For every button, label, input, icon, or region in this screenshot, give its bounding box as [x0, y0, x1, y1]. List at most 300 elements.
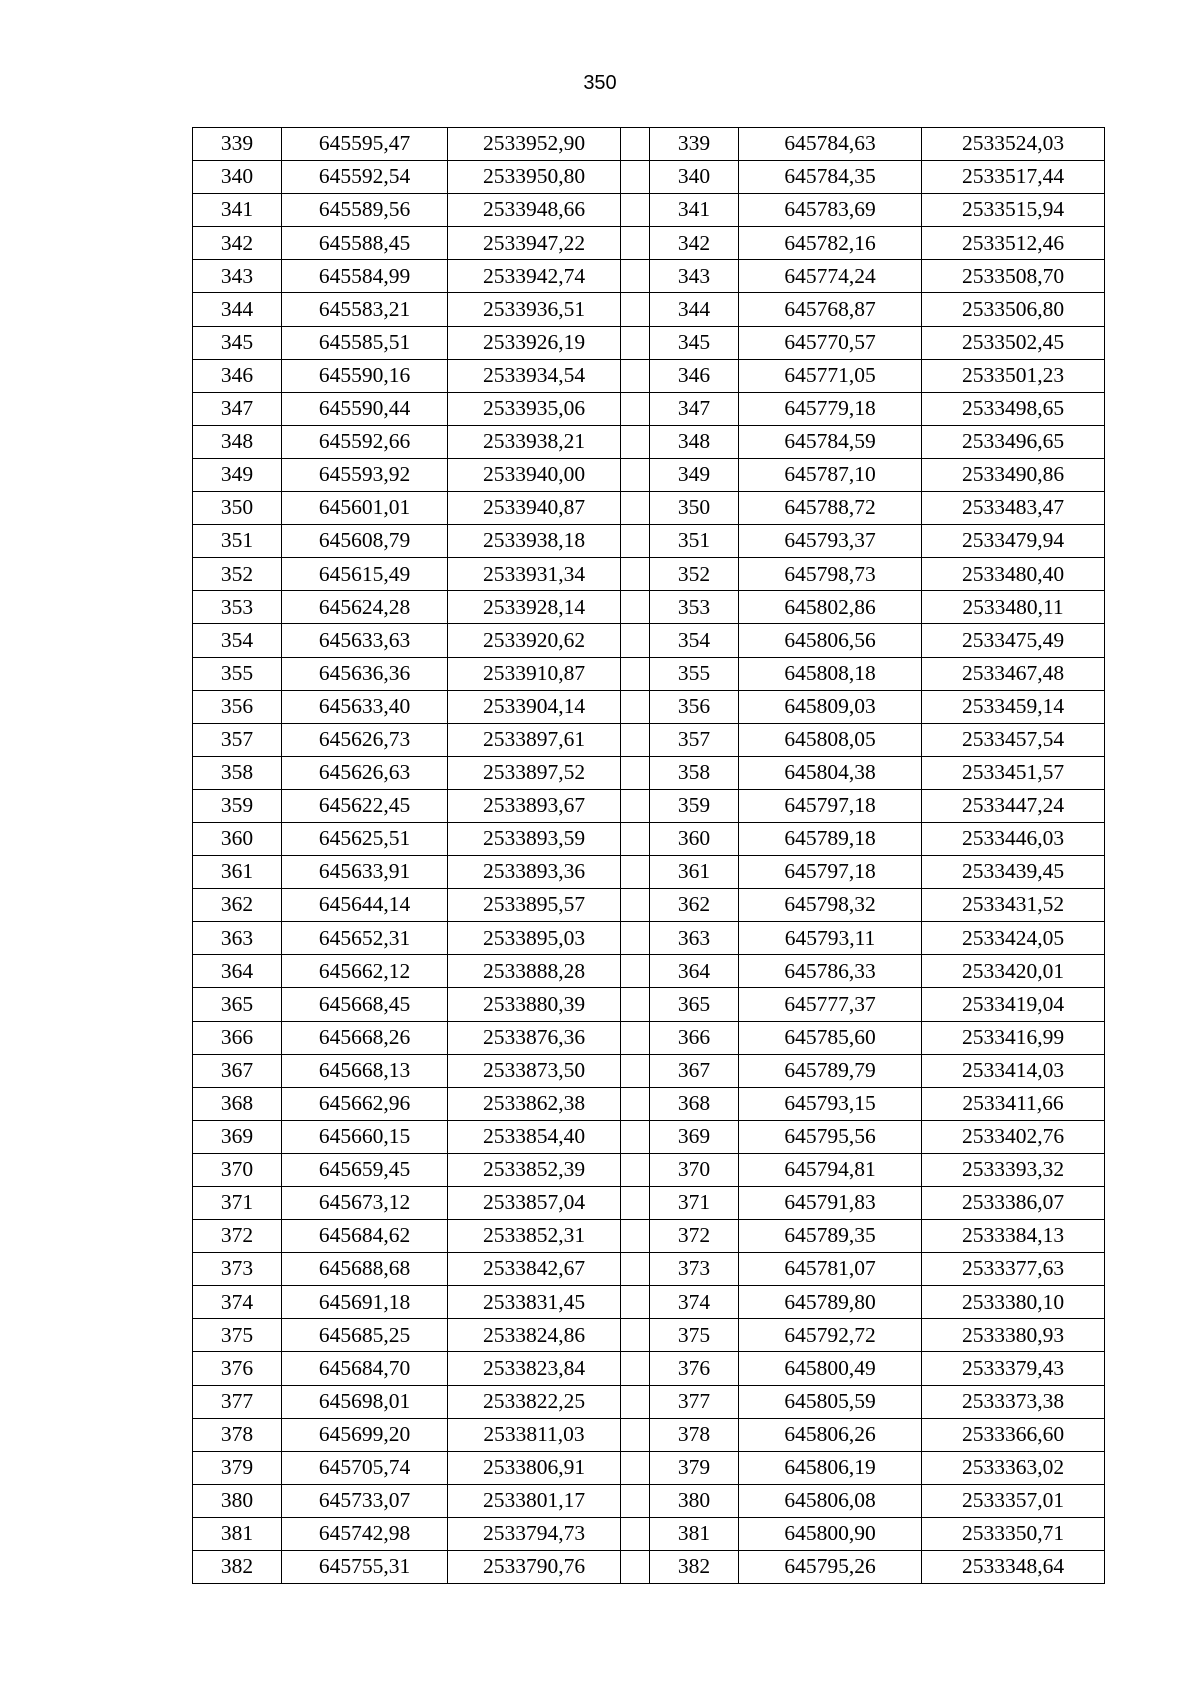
x-coordinate-right-cell: 645800,49: [739, 1352, 922, 1385]
x-coordinate-right-cell: 645791,83: [739, 1187, 922, 1220]
point-number-left-cell: 371: [193, 1187, 282, 1220]
point-number-right-cell: 352: [650, 558, 739, 591]
spacer-cell: [621, 359, 650, 392]
spacer-cell: [621, 128, 650, 161]
spacer-cell: [621, 657, 650, 690]
x-coordinate-left-cell: 645590,44: [282, 392, 448, 425]
x-coordinate-left-cell: 645615,49: [282, 558, 448, 591]
x-coordinate-left-cell: 645659,45: [282, 1153, 448, 1186]
table-row: [193, 392, 1105, 425]
spacer-cell: [621, 856, 650, 889]
spacer-cell: [621, 922, 650, 955]
x-coordinate-right-cell: 645782,16: [739, 227, 922, 260]
y-coordinate-right-cell: 2533402,76: [922, 1120, 1105, 1153]
x-coordinate-right-cell: 645789,35: [739, 1220, 922, 1253]
y-coordinate-left-cell: 2533801,17: [448, 1484, 621, 1517]
y-coordinate-right-cell: 2533517,44: [922, 161, 1105, 194]
table-row: [193, 1484, 1105, 1517]
point-number-left-cell: 348: [193, 425, 282, 458]
spacer-cell: [621, 1286, 650, 1319]
spacer-cell: [621, 1451, 650, 1484]
spacer-cell: [621, 1385, 650, 1418]
x-coordinate-left-cell: 645688,68: [282, 1253, 448, 1286]
x-coordinate-right-cell: 645783,69: [739, 194, 922, 227]
point-number-right-cell: 361: [650, 856, 739, 889]
point-number-left-cell: 370: [193, 1153, 282, 1186]
x-coordinate-left-cell: 645636,36: [282, 657, 448, 690]
x-coordinate-left-cell: 645662,96: [282, 1087, 448, 1120]
y-coordinate-left-cell: 2533893,36: [448, 856, 621, 889]
y-coordinate-right-cell: 2533446,03: [922, 822, 1105, 855]
y-coordinate-left-cell: 2533947,22: [448, 227, 621, 260]
x-coordinate-right-cell: 645789,18: [739, 822, 922, 855]
table-row: [193, 1220, 1105, 1253]
x-coordinate-left-cell: 645585,51: [282, 326, 448, 359]
point-number-left-cell: 375: [193, 1319, 282, 1352]
x-coordinate-left-cell: 645644,14: [282, 889, 448, 922]
table-row: [193, 1120, 1105, 1153]
y-coordinate-right-cell: 2533512,46: [922, 227, 1105, 260]
table-row: [193, 1385, 1105, 1418]
point-number-right-cell: 363: [650, 922, 739, 955]
table-row: [193, 756, 1105, 789]
table-row: [193, 856, 1105, 889]
spacer-cell: [621, 1021, 650, 1054]
x-coordinate-right-cell: 645806,26: [739, 1418, 922, 1451]
spacer-cell: [621, 558, 650, 591]
y-coordinate-right-cell: 2533380,10: [922, 1286, 1105, 1319]
x-coordinate-right-cell: 645795,56: [739, 1120, 922, 1153]
spacer-cell: [621, 525, 650, 558]
point-number-right-cell: 372: [650, 1220, 739, 1253]
point-number-right-cell: 359: [650, 789, 739, 822]
point-number-right-cell: 355: [650, 657, 739, 690]
point-number-left-cell: 381: [193, 1517, 282, 1550]
x-coordinate-left-cell: 645668,45: [282, 988, 448, 1021]
point-number-right-cell: 339: [650, 128, 739, 161]
x-coordinate-right-cell: 645797,18: [739, 789, 922, 822]
spacer-cell: [621, 425, 650, 458]
y-coordinate-left-cell: 2533938,18: [448, 525, 621, 558]
point-number-left-cell: 356: [193, 690, 282, 723]
y-coordinate-left-cell: 2533873,50: [448, 1054, 621, 1087]
x-coordinate-right-cell: 645793,37: [739, 525, 922, 558]
x-coordinate-right-cell: 645784,63: [739, 128, 922, 161]
table-row: [193, 1253, 1105, 1286]
y-coordinate-right-cell: 2533414,03: [922, 1054, 1105, 1087]
point-number-right-cell: 370: [650, 1153, 739, 1186]
y-coordinate-right-cell: 2533416,99: [922, 1021, 1105, 1054]
spacer-cell: [621, 293, 650, 326]
table-row: [193, 194, 1105, 227]
x-coordinate-right-cell: 645797,18: [739, 856, 922, 889]
y-coordinate-left-cell: 2533920,62: [448, 624, 621, 657]
y-coordinate-left-cell: 2533910,87: [448, 657, 621, 690]
x-coordinate-left-cell: 645660,15: [282, 1120, 448, 1153]
y-coordinate-right-cell: 2533451,57: [922, 756, 1105, 789]
y-coordinate-right-cell: 2533483,47: [922, 492, 1105, 525]
x-coordinate-right-cell: 645805,59: [739, 1385, 922, 1418]
y-coordinate-left-cell: 2533938,21: [448, 425, 621, 458]
point-number-right-cell: 371: [650, 1187, 739, 1220]
x-coordinate-left-cell: 645633,40: [282, 690, 448, 723]
table-row: [193, 1187, 1105, 1220]
x-coordinate-left-cell: 645698,01: [282, 1385, 448, 1418]
page-number: 350: [583, 72, 617, 94]
y-coordinate-left-cell: 2533940,00: [448, 458, 621, 491]
spacer-cell: [621, 1418, 650, 1451]
point-number-left-cell: 364: [193, 955, 282, 988]
x-coordinate-left-cell: 645684,70: [282, 1352, 448, 1385]
point-number-left-cell: 382: [193, 1551, 282, 1584]
y-coordinate-left-cell: 2533928,14: [448, 591, 621, 624]
x-coordinate-left-cell: 645742,98: [282, 1517, 448, 1550]
x-coordinate-left-cell: 645633,63: [282, 624, 448, 657]
point-number-left-cell: 373: [193, 1253, 282, 1286]
point-number-left-cell: 346: [193, 359, 282, 392]
point-number-left-cell: 349: [193, 458, 282, 491]
y-coordinate-left-cell: 2533852,31: [448, 1220, 621, 1253]
x-coordinate-right-cell: 645777,37: [739, 988, 922, 1021]
x-coordinate-left-cell: 645588,45: [282, 227, 448, 260]
y-coordinate-right-cell: 2533411,66: [922, 1087, 1105, 1120]
y-coordinate-right-cell: 2533384,13: [922, 1220, 1105, 1253]
point-number-left-cell: 369: [193, 1120, 282, 1153]
point-number-left-cell: 362: [193, 889, 282, 922]
y-coordinate-right-cell: 2533467,48: [922, 657, 1105, 690]
table-row: [193, 624, 1105, 657]
point-number-right-cell: 376: [650, 1352, 739, 1385]
y-coordinate-left-cell: 2533950,80: [448, 161, 621, 194]
coordinates-table-body: [193, 128, 1105, 1584]
y-coordinate-left-cell: 2533794,73: [448, 1517, 621, 1550]
point-number-left-cell: 341: [193, 194, 282, 227]
table-row: [193, 1319, 1105, 1352]
y-coordinate-right-cell: 2533515,94: [922, 194, 1105, 227]
point-number-right-cell: 342: [650, 227, 739, 260]
table-row: [193, 1418, 1105, 1451]
table-row: [193, 922, 1105, 955]
y-coordinate-left-cell: 2533811,03: [448, 1418, 621, 1451]
table-row: [193, 161, 1105, 194]
point-number-right-cell: 358: [650, 756, 739, 789]
y-coordinate-left-cell: 2533842,67: [448, 1253, 621, 1286]
x-coordinate-right-cell: 645774,24: [739, 260, 922, 293]
y-coordinate-right-cell: 2533447,24: [922, 789, 1105, 822]
y-coordinate-left-cell: 2533895,03: [448, 922, 621, 955]
y-coordinate-left-cell: 2533823,84: [448, 1352, 621, 1385]
table-row: [193, 723, 1105, 756]
spacer-cell: [621, 889, 650, 922]
x-coordinate-right-cell: 645808,18: [739, 657, 922, 690]
x-coordinate-right-cell: 645802,86: [739, 591, 922, 624]
x-coordinate-left-cell: 645583,21: [282, 293, 448, 326]
y-coordinate-right-cell: 2533366,60: [922, 1418, 1105, 1451]
y-coordinate-right-cell: 2533506,80: [922, 293, 1105, 326]
y-coordinate-right-cell: 2533508,70: [922, 260, 1105, 293]
point-number-right-cell: 360: [650, 822, 739, 855]
x-coordinate-left-cell: 645626,73: [282, 723, 448, 756]
spacer-cell: [621, 1253, 650, 1286]
y-coordinate-left-cell: 2533806,91: [448, 1451, 621, 1484]
y-coordinate-left-cell: 2533926,19: [448, 326, 621, 359]
spacer-cell: [621, 1087, 650, 1120]
spacer-cell: [621, 1054, 650, 1087]
spacer-cell: [621, 1352, 650, 1385]
spacer-cell: [621, 161, 650, 194]
point-number-right-cell: 345: [650, 326, 739, 359]
point-number-right-cell: 341: [650, 194, 739, 227]
point-number-right-cell: 377: [650, 1385, 739, 1418]
y-coordinate-left-cell: 2533940,87: [448, 492, 621, 525]
y-coordinate-left-cell: 2533880,39: [448, 988, 621, 1021]
table-row: [193, 889, 1105, 922]
x-coordinate-left-cell: 645662,12: [282, 955, 448, 988]
x-coordinate-left-cell: 645590,16: [282, 359, 448, 392]
point-number-right-cell: 349: [650, 458, 739, 491]
table-row: [193, 988, 1105, 1021]
x-coordinate-right-cell: 645784,59: [739, 425, 922, 458]
point-number-right-cell: 340: [650, 161, 739, 194]
table-row: [193, 1451, 1105, 1484]
spacer-cell: [621, 392, 650, 425]
x-coordinate-left-cell: 645668,13: [282, 1054, 448, 1087]
table-row: [193, 1021, 1105, 1054]
y-coordinate-left-cell: 2533936,51: [448, 293, 621, 326]
point-number-right-cell: 379: [650, 1451, 739, 1484]
table-row: [193, 1153, 1105, 1186]
x-coordinate-left-cell: 645699,20: [282, 1418, 448, 1451]
x-coordinate-right-cell: 645771,05: [739, 359, 922, 392]
y-coordinate-right-cell: 2533496,65: [922, 425, 1105, 458]
table-row: [193, 955, 1105, 988]
x-coordinate-left-cell: 645624,28: [282, 591, 448, 624]
y-coordinate-right-cell: 2533420,01: [922, 955, 1105, 988]
spacer-cell: [621, 756, 650, 789]
x-coordinate-right-cell: 645789,79: [739, 1054, 922, 1087]
x-coordinate-left-cell: 645652,31: [282, 922, 448, 955]
x-coordinate-right-cell: 645806,08: [739, 1484, 922, 1517]
point-number-right-cell: 357: [650, 723, 739, 756]
x-coordinate-right-cell: 645781,07: [739, 1253, 922, 1286]
x-coordinate-left-cell: 645595,47: [282, 128, 448, 161]
point-number-left-cell: 363: [193, 922, 282, 955]
x-coordinate-right-cell: 645806,56: [739, 624, 922, 657]
spacer-cell: [621, 1517, 650, 1550]
y-coordinate-right-cell: 2533498,65: [922, 392, 1105, 425]
table-row: [193, 458, 1105, 491]
point-number-right-cell: 350: [650, 492, 739, 525]
point-number-left-cell: 345: [193, 326, 282, 359]
spacer-cell: [621, 591, 650, 624]
point-number-right-cell: 368: [650, 1087, 739, 1120]
point-number-left-cell: 378: [193, 1418, 282, 1451]
spacer-cell: [621, 458, 650, 491]
y-coordinate-right-cell: 2533480,40: [922, 558, 1105, 591]
x-coordinate-left-cell: 645589,56: [282, 194, 448, 227]
spacer-cell: [621, 822, 650, 855]
y-coordinate-left-cell: 2533897,52: [448, 756, 621, 789]
y-coordinate-right-cell: 2533459,14: [922, 690, 1105, 723]
x-coordinate-right-cell: 645792,72: [739, 1319, 922, 1352]
y-coordinate-left-cell: 2533893,59: [448, 822, 621, 855]
point-number-right-cell: 365: [650, 988, 739, 1021]
point-number-left-cell: 350: [193, 492, 282, 525]
point-number-left-cell: 343: [193, 260, 282, 293]
point-number-left-cell: 366: [193, 1021, 282, 1054]
point-number-right-cell: 346: [650, 359, 739, 392]
x-coordinate-right-cell: 645786,33: [739, 955, 922, 988]
spacer-cell: [621, 723, 650, 756]
y-coordinate-left-cell: 2533790,76: [448, 1551, 621, 1584]
point-number-left-cell: 354: [193, 624, 282, 657]
y-coordinate-left-cell: 2533888,28: [448, 955, 621, 988]
x-coordinate-left-cell: 645593,92: [282, 458, 448, 491]
spacer-cell: [621, 260, 650, 293]
point-number-right-cell: 348: [650, 425, 739, 458]
table-row: [193, 1517, 1105, 1550]
point-number-right-cell: 369: [650, 1120, 739, 1153]
point-number-right-cell: 374: [650, 1286, 739, 1319]
point-number-left-cell: 351: [193, 525, 282, 558]
spacer-cell: [621, 988, 650, 1021]
point-number-left-cell: 376: [193, 1352, 282, 1385]
y-coordinate-left-cell: 2533824,86: [448, 1319, 621, 1352]
table-row: [193, 1352, 1105, 1385]
x-coordinate-right-cell: 645804,38: [739, 756, 922, 789]
point-number-left-cell: 361: [193, 856, 282, 889]
y-coordinate-right-cell: 2533502,45: [922, 326, 1105, 359]
table-row: [193, 789, 1105, 822]
table-row: [193, 128, 1105, 161]
spacer-cell: [621, 1153, 650, 1186]
y-coordinate-right-cell: 2533475,49: [922, 624, 1105, 657]
y-coordinate-right-cell: 2533350,71: [922, 1517, 1105, 1550]
point-number-right-cell: 354: [650, 624, 739, 657]
x-coordinate-left-cell: 645685,25: [282, 1319, 448, 1352]
point-number-left-cell: 372: [193, 1220, 282, 1253]
y-coordinate-right-cell: 2533479,94: [922, 525, 1105, 558]
y-coordinate-left-cell: 2533876,36: [448, 1021, 621, 1054]
point-number-left-cell: 379: [193, 1451, 282, 1484]
table-row: [193, 1551, 1105, 1584]
table-row: [193, 1087, 1105, 1120]
x-coordinate-left-cell: 645601,01: [282, 492, 448, 525]
table-row: [193, 359, 1105, 392]
x-coordinate-right-cell: 645779,18: [739, 392, 922, 425]
table-row: [193, 525, 1105, 558]
y-coordinate-left-cell: 2533934,54: [448, 359, 621, 392]
table-row: [193, 1054, 1105, 1087]
point-number-left-cell: 339: [193, 128, 282, 161]
point-number-left-cell: 357: [193, 723, 282, 756]
point-number-left-cell: 344: [193, 293, 282, 326]
spacer-cell: [621, 227, 650, 260]
point-number-left-cell: 358: [193, 756, 282, 789]
x-coordinate-left-cell: 645691,18: [282, 1286, 448, 1319]
point-number-right-cell: 380: [650, 1484, 739, 1517]
spacer-cell: [621, 690, 650, 723]
table-row: [193, 591, 1105, 624]
spacer-cell: [621, 326, 650, 359]
point-number-right-cell: 364: [650, 955, 739, 988]
point-number-right-cell: 351: [650, 525, 739, 558]
x-coordinate-right-cell: 645789,80: [739, 1286, 922, 1319]
y-coordinate-right-cell: 2533348,64: [922, 1551, 1105, 1584]
y-coordinate-left-cell: 2533831,45: [448, 1286, 621, 1319]
y-coordinate-left-cell: 2533862,38: [448, 1087, 621, 1120]
point-number-right-cell: 381: [650, 1517, 739, 1550]
y-coordinate-left-cell: 2533897,61: [448, 723, 621, 756]
point-number-right-cell: 353: [650, 591, 739, 624]
x-coordinate-left-cell: 645684,62: [282, 1220, 448, 1253]
table-row: [193, 690, 1105, 723]
y-coordinate-left-cell: 2533893,67: [448, 789, 621, 822]
y-coordinate-right-cell: 2533490,86: [922, 458, 1105, 491]
y-coordinate-right-cell: 2533363,02: [922, 1451, 1105, 1484]
y-coordinate-left-cell: 2533935,06: [448, 392, 621, 425]
x-coordinate-left-cell: 645625,51: [282, 822, 448, 855]
point-number-right-cell: 343: [650, 260, 739, 293]
y-coordinate-right-cell: 2533439,45: [922, 856, 1105, 889]
x-coordinate-left-cell: 645584,99: [282, 260, 448, 293]
x-coordinate-right-cell: 645768,87: [739, 293, 922, 326]
y-coordinate-left-cell: 2533931,34: [448, 558, 621, 591]
table-row: [193, 227, 1105, 260]
point-number-left-cell: 374: [193, 1286, 282, 1319]
point-number-right-cell: 366: [650, 1021, 739, 1054]
x-coordinate-left-cell: 645592,66: [282, 425, 448, 458]
point-number-left-cell: 360: [193, 822, 282, 855]
spacer-cell: [621, 492, 650, 525]
spacer-cell: [621, 1319, 650, 1352]
spacer-cell: [621, 1220, 650, 1253]
y-coordinate-right-cell: 2533501,23: [922, 359, 1105, 392]
x-coordinate-left-cell: 645673,12: [282, 1187, 448, 1220]
point-number-left-cell: 342: [193, 227, 282, 260]
spacer-cell: [621, 789, 650, 822]
point-number-right-cell: 344: [650, 293, 739, 326]
y-coordinate-right-cell: 2533379,43: [922, 1352, 1105, 1385]
y-coordinate-right-cell: 2533419,04: [922, 988, 1105, 1021]
y-coordinate-right-cell: 2533457,54: [922, 723, 1105, 756]
x-coordinate-right-cell: 645788,72: [739, 492, 922, 525]
point-number-right-cell: 347: [650, 392, 739, 425]
y-coordinate-right-cell: 2533377,63: [922, 1253, 1105, 1286]
table-row: [193, 822, 1105, 855]
y-coordinate-left-cell: 2533822,25: [448, 1385, 621, 1418]
point-number-left-cell: 352: [193, 558, 282, 591]
y-coordinate-left-cell: 2533952,90: [448, 128, 621, 161]
x-coordinate-right-cell: 645795,26: [739, 1551, 922, 1584]
y-coordinate-left-cell: 2533857,04: [448, 1187, 621, 1220]
point-number-left-cell: 380: [193, 1484, 282, 1517]
table-row: [193, 1286, 1105, 1319]
point-number-left-cell: 340: [193, 161, 282, 194]
coordinates-table: [192, 127, 1105, 1584]
x-coordinate-left-cell: 645626,63: [282, 756, 448, 789]
x-coordinate-right-cell: 645809,03: [739, 690, 922, 723]
point-number-right-cell: 373: [650, 1253, 739, 1286]
point-number-right-cell: 362: [650, 889, 739, 922]
y-coordinate-right-cell: 2533373,38: [922, 1385, 1105, 1418]
point-number-left-cell: 359: [193, 789, 282, 822]
x-coordinate-right-cell: 645787,10: [739, 458, 922, 491]
table-row: [193, 492, 1105, 525]
y-coordinate-left-cell: 2533852,39: [448, 1153, 621, 1186]
point-number-left-cell: 367: [193, 1054, 282, 1087]
y-coordinate-right-cell: 2533357,01: [922, 1484, 1105, 1517]
